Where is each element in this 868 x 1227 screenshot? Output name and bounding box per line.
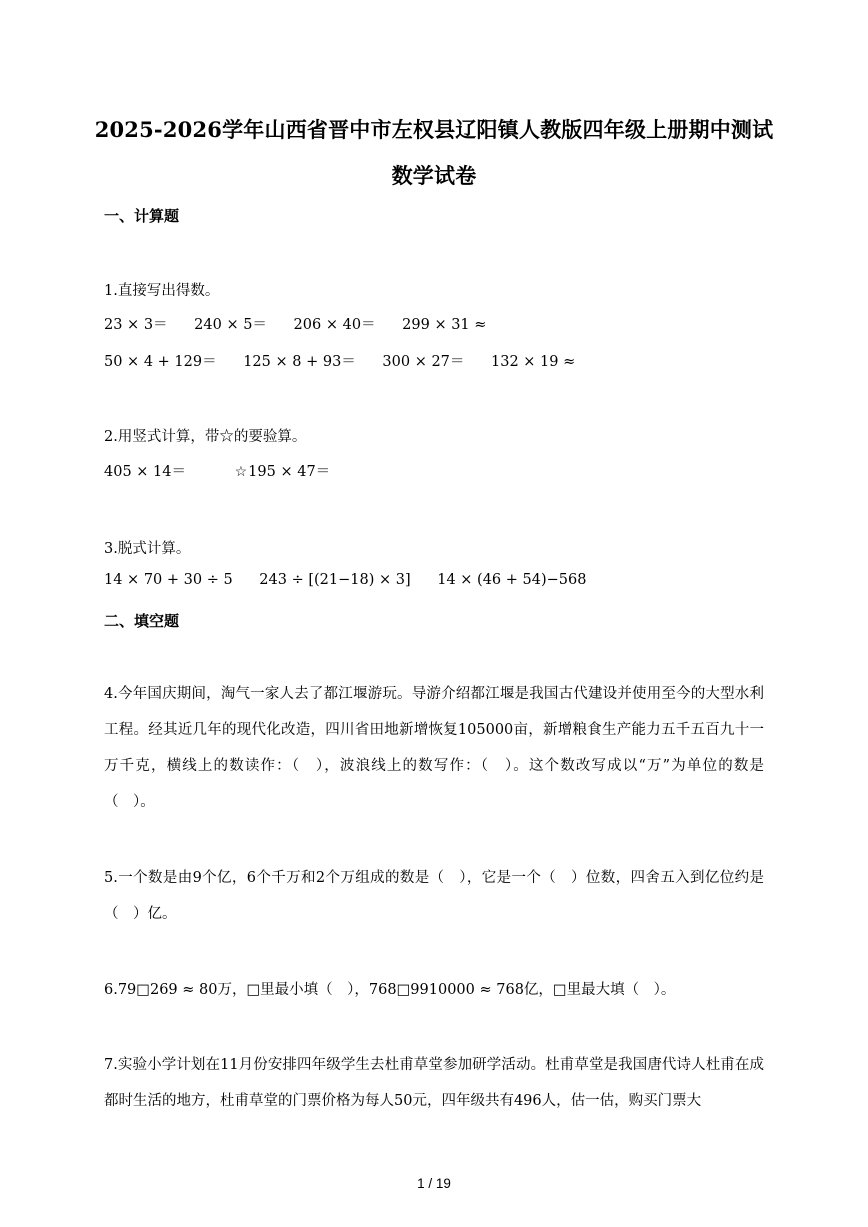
- expression: 125 × 8 + 93＝: [243, 354, 356, 370]
- question-1-prompt: 1.直接写出得数。: [104, 283, 220, 299]
- expression: 240 × 5＝: [194, 317, 267, 333]
- expression: 195 × 47＝: [248, 464, 331, 480]
- page-subtitle: 数学试卷: [391, 163, 477, 188]
- question-4: 4.今年国庆期间，淘气一家人去了都江堰游玩。导游介绍都江堰是我国古代建设并使用至今的大型水利工程。经其近几年的现代化改造，四川省田地新增恢复105000亩，新增粮食生产能力五千五百九十一万千克，横线上的数读作：（ ），波浪线上的数写作：（ ）。这个数改写成以“万”为单位的数是（ ）。: [104, 686, 764, 810]
- expression: 405 × 14＝: [104, 464, 186, 480]
- expression: 132 × 19 ≈: [491, 354, 576, 370]
- expression: 14 × (46 + 54)−568: [437, 572, 587, 588]
- question-7: 7.实验小学计划在11月份安排四年级学生去杜甫草堂参加研学活动。杜甫草堂是我国唐代诗人杜甫在成都时生活的地方，杜甫草堂的门票价格为每人50元，四年级共有496人，估一估，购买门票大: [104, 1057, 764, 1109]
- section-heading-calculation: 一、计算题: [104, 207, 180, 225]
- question-6: 6.79□269 ≈ 80万，□里最小填（ ），768□9910000 ≈ 768亿，□里最大填（ ）。: [104, 982, 676, 998]
- expression: 300 × 27＝: [382, 354, 465, 370]
- question-1-row-2: [104, 350, 575, 371]
- page-title: 2025-2026学年山西省晋中市左权县辽阳镇人教版四年级上册期中测试: [94, 117, 774, 142]
- page-number: 1 / 19: [417, 1176, 451, 1191]
- star-icon: ☆: [234, 464, 248, 480]
- expression: 50 × 4 + 129＝: [104, 354, 217, 370]
- question-1-row-1: [104, 313, 486, 334]
- expression: 299 × 31 ≈: [402, 317, 487, 333]
- expression: 206 × 40＝: [293, 317, 376, 333]
- expression: 14 × 70 + 30 ÷ 5: [104, 572, 233, 588]
- expression: 243 ÷ [(21−18) × 3]: [259, 572, 411, 588]
- question-3-prompt: 3.脱式计算。: [104, 541, 191, 557]
- question-5: 5.一个数是由9个亿，6个千万和2个万组成的数是（ ），它是一个（ ）位数，四舍五入到亿位约是（ ）亿。: [104, 870, 764, 922]
- question-2-prompt: 2.用竖式计算，带☆的要验算。: [104, 429, 307, 445]
- question-3-items: [104, 572, 586, 588]
- expression: 23 × 3＝: [104, 317, 168, 333]
- question-2-items: [104, 460, 330, 481]
- section-heading-fill-in: 二、填空题: [104, 612, 180, 630]
